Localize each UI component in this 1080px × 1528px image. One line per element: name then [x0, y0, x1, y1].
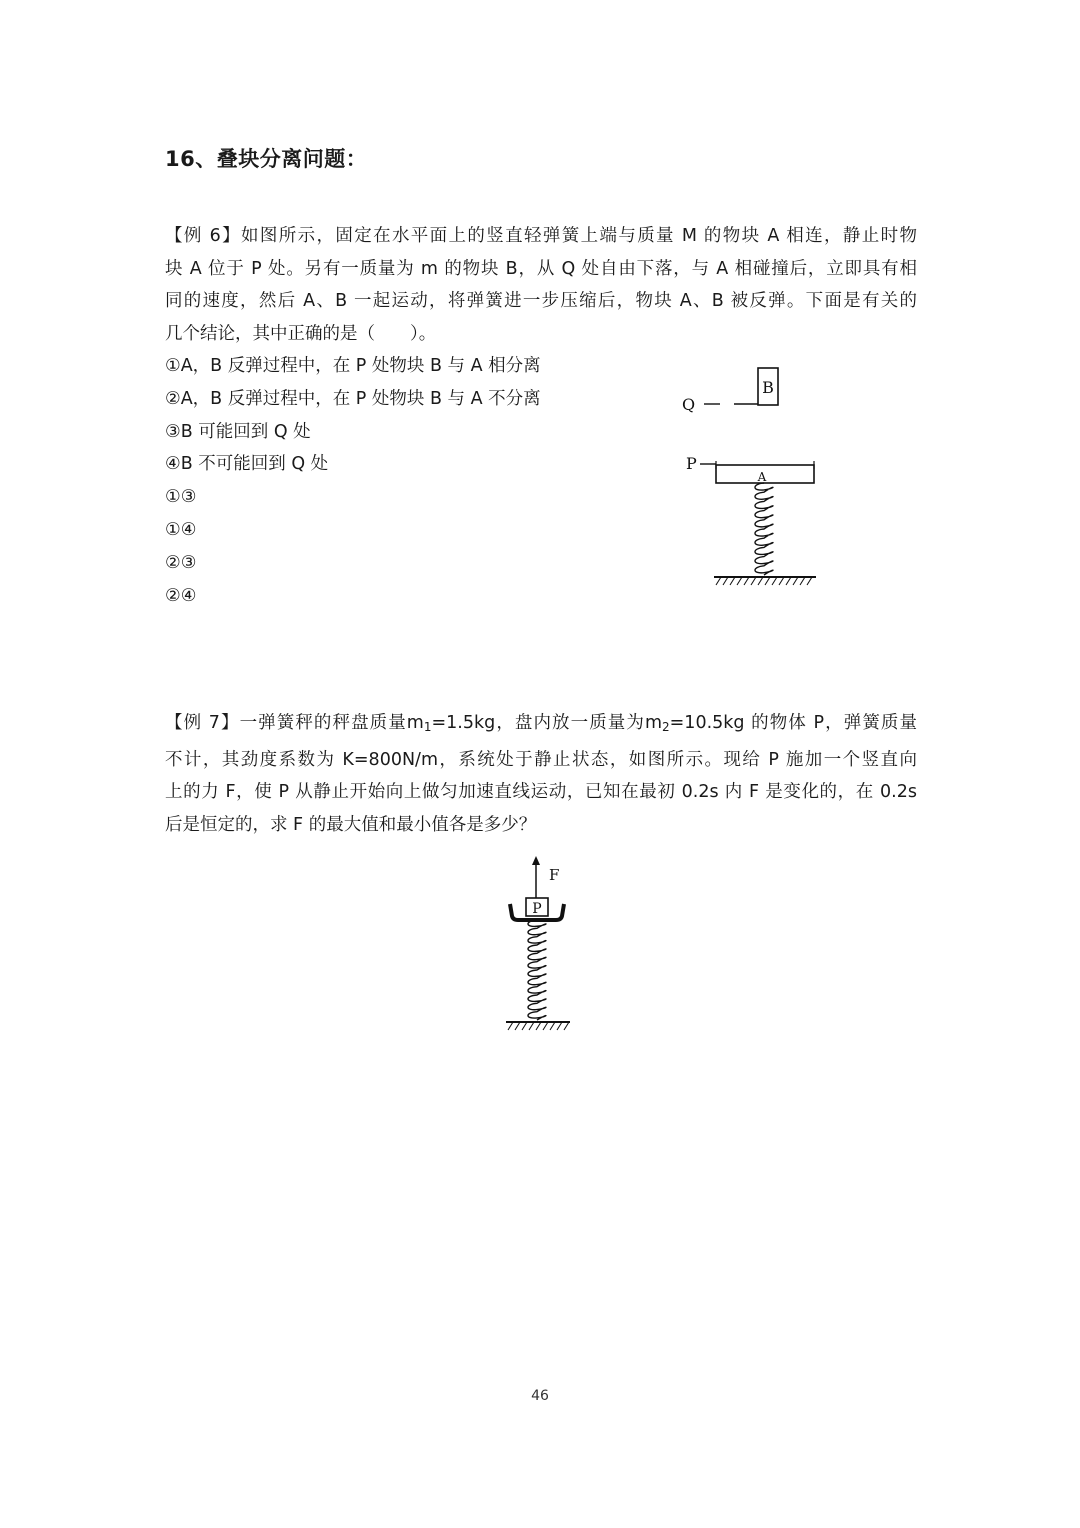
hatch-mark — [730, 577, 735, 585]
hatch-mark — [515, 1022, 520, 1030]
label-a: A — [757, 470, 767, 484]
hatch-mark — [550, 1022, 555, 1030]
choice-a: ①③ — [165, 487, 197, 508]
example7-line-2: 不计，其劲度系数为 K=800N/m，系统处于静止状态，如图所示。现给 P 施加一个竖直向 — [165, 749, 917, 770]
hatch-mark — [557, 1022, 562, 1030]
subscript-1: 1 — [423, 720, 432, 734]
example6-line-2: 块 A 位于 P 处。另有一质量为 m 的物块 B，从 Q 处自由下落，与 A 相碰撞后，立即具有相 — [165, 258, 917, 279]
hatch-mark — [751, 577, 756, 585]
example6-text — [165, 220, 917, 350]
statement-2: ②A，B 反弹过程中，在 P 处物块 B 与 A 不分离 — [165, 388, 541, 409]
subscript-2: 2 — [662, 720, 670, 734]
example7-line-3: 上的力 F，使 P 从静止开始向上做匀加速直线运动，已知在最初 0.2s 内 F 是变化的，在 0.2s — [165, 782, 917, 802]
hatch-mark — [737, 577, 742, 585]
page-number: 46 — [531, 1388, 549, 1404]
example7-line-1-part-1: 【例 7】一弹簧秤的秤盘质量m — [165, 713, 424, 733]
label-b: B — [762, 378, 774, 397]
spring — [528, 920, 546, 1020]
hatch-mark — [522, 1022, 527, 1030]
spring-scale-figure — [500, 852, 580, 1038]
hatch-mark — [800, 577, 805, 585]
hatch-mark — [529, 1022, 534, 1030]
label-q: Q — [682, 395, 696, 414]
label-f: F — [549, 866, 560, 884]
section-title: 16、叠块分离问题： — [165, 147, 368, 171]
example7-line-4: 后是恒定的，求 F 的最大值和最小值各是多少？ — [165, 814, 537, 835]
hatch-mark — [543, 1022, 548, 1030]
example6-line-1: 【例 6】如图所示，固定在水平面上的竖直轻弹簧上端与质量 M 的物块 A 相连，静止时物 — [165, 226, 917, 246]
example7-line-1 — [165, 707, 917, 744]
spring-block-figure — [676, 363, 826, 593]
choice-c: ②③ — [165, 552, 197, 573]
choice-d: ②④ — [165, 585, 197, 606]
hatch-mark — [765, 577, 770, 585]
hatch-mark — [744, 577, 749, 585]
statement-4: ④B 不可能回到 Q 处 — [165, 454, 329, 475]
ground-hatch — [508, 1022, 569, 1030]
example7-line-1-part-3: =10.5kg 的物体 P，弹簧质量 — [669, 713, 917, 733]
hatch-mark — [779, 577, 784, 585]
example6-line-3: 同的速度，然后 A、B 一起运动，将弹簧进一步压缩后，物块 A、B 被反弹。下面是有关的 — [165, 291, 917, 311]
example6-line-4: 几个结论，其中正确的是（ ）。 — [165, 323, 437, 344]
label-p: P — [686, 454, 697, 473]
example6-options — [165, 350, 541, 612]
hatch-mark — [793, 577, 798, 585]
statement-1: ①A，B 反弹过程中，在 P 处物块 B 与 A 相分离 — [165, 356, 541, 376]
hatch-mark — [564, 1022, 569, 1030]
label-p7: P — [532, 901, 542, 917]
arrow-head-icon — [532, 856, 540, 865]
hatch-mark — [807, 577, 812, 585]
hatch-mark — [772, 577, 777, 585]
hatch-mark — [536, 1022, 541, 1030]
hatch-mark — [508, 1022, 513, 1030]
ground-hatch — [716, 577, 812, 585]
statement-3: ③B 可能回到 Q 处 — [165, 421, 311, 442]
spring — [755, 483, 773, 575]
example7-line-1-part-2: =1.5kg，盘内放一质量为m — [431, 713, 662, 733]
example7-text — [165, 707, 917, 841]
hatch-mark — [786, 577, 791, 585]
choice-b: ①④ — [165, 519, 197, 540]
hatch-mark — [716, 577, 721, 585]
hatch-mark — [723, 577, 728, 585]
hatch-mark — [758, 577, 763, 585]
